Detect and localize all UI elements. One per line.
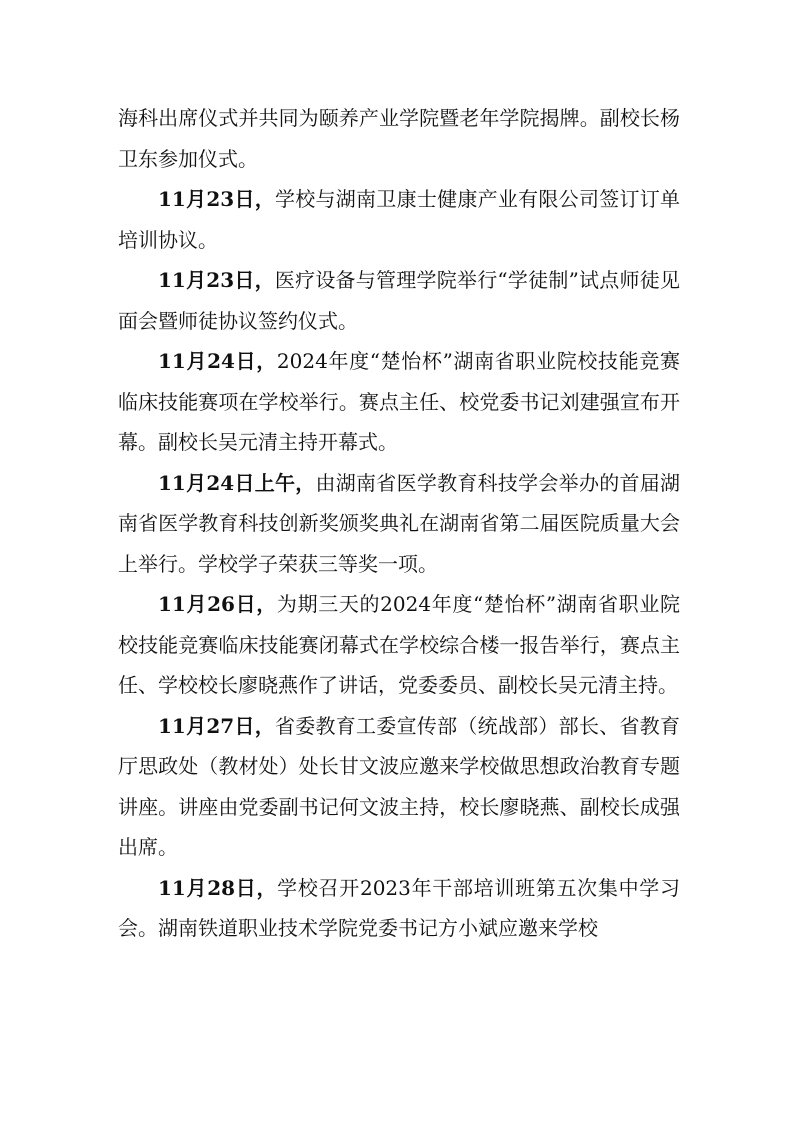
paragraph-continued	[118, 98, 680, 179]
paragraph-text: 2024年度“楚怡杯”湖南省职业院校技能竞赛临床技能赛项在学校举行。赛点主任、校党委书记刘建强宣布开幕。副校长吴元清主持开幕式。	[118, 349, 680, 454]
paragraph-text: 医疗设备与管理学院举行“学徒制”试点师徒见面会暨师徒协议签约仪式。	[118, 268, 680, 333]
paragraph-text: 海科出席仪式并共同为颐养产业学院暨老年学院揭牌。副校长杨卫东参加仪式。	[118, 106, 680, 171]
paragraph-text: 由湖南省医学教育科技学会举办的首届湖南省医学教育科技创新奖颁奖典礼在湖南省第二届医院质量大会上举行。学校学子荣获三等奖一项。	[118, 470, 680, 576]
paragraph-entry	[118, 584, 680, 706]
document-body	[118, 98, 680, 949]
paragraph-text: 省委教育工委宣传部（统战部）部长、省教育厅思政处（教材处）处长甘文波应邀来学校做思想政治教育专题讲座。讲座由党委副书记何文波主持，校长廖晓燕、副校长成强出席。	[118, 713, 680, 859]
paragraph-text: 学校召开2023年干部培训班第五次集中学习会。湖南铁道职业技术学院党委书记方小斌应邀来学校	[118, 875, 680, 940]
entry-date: 11月24日，	[158, 349, 277, 373]
paragraph-text: 为期三天的2024年度“楚怡杯”湖南省职业院校技能竞赛临床技能赛闭幕式在学校综合楼一报告举行，赛点主任、学校校长廖晓燕作了讲话，党委委员、副校长吴元清主持。	[118, 592, 680, 697]
entry-date: 11月23日，	[158, 187, 275, 211]
entry-date: 11月23日，	[158, 268, 275, 292]
entry-date: 11月26日，	[158, 592, 277, 616]
paragraph-entry	[118, 179, 680, 260]
paragraph-entry	[118, 463, 680, 585]
entry-date: 11月24日上午，	[158, 470, 316, 495]
entry-date: 11月28日，	[158, 875, 278, 900]
paragraph-text: 学校与湖南卫康士健康产业有限公司签订订单培训协议。	[118, 187, 680, 252]
paragraph-entry	[118, 706, 680, 868]
entry-date: 11月27日，	[158, 713, 275, 738]
paragraph-entry	[118, 868, 680, 949]
paragraph-entry	[118, 260, 680, 341]
paragraph-entry	[118, 341, 680, 463]
